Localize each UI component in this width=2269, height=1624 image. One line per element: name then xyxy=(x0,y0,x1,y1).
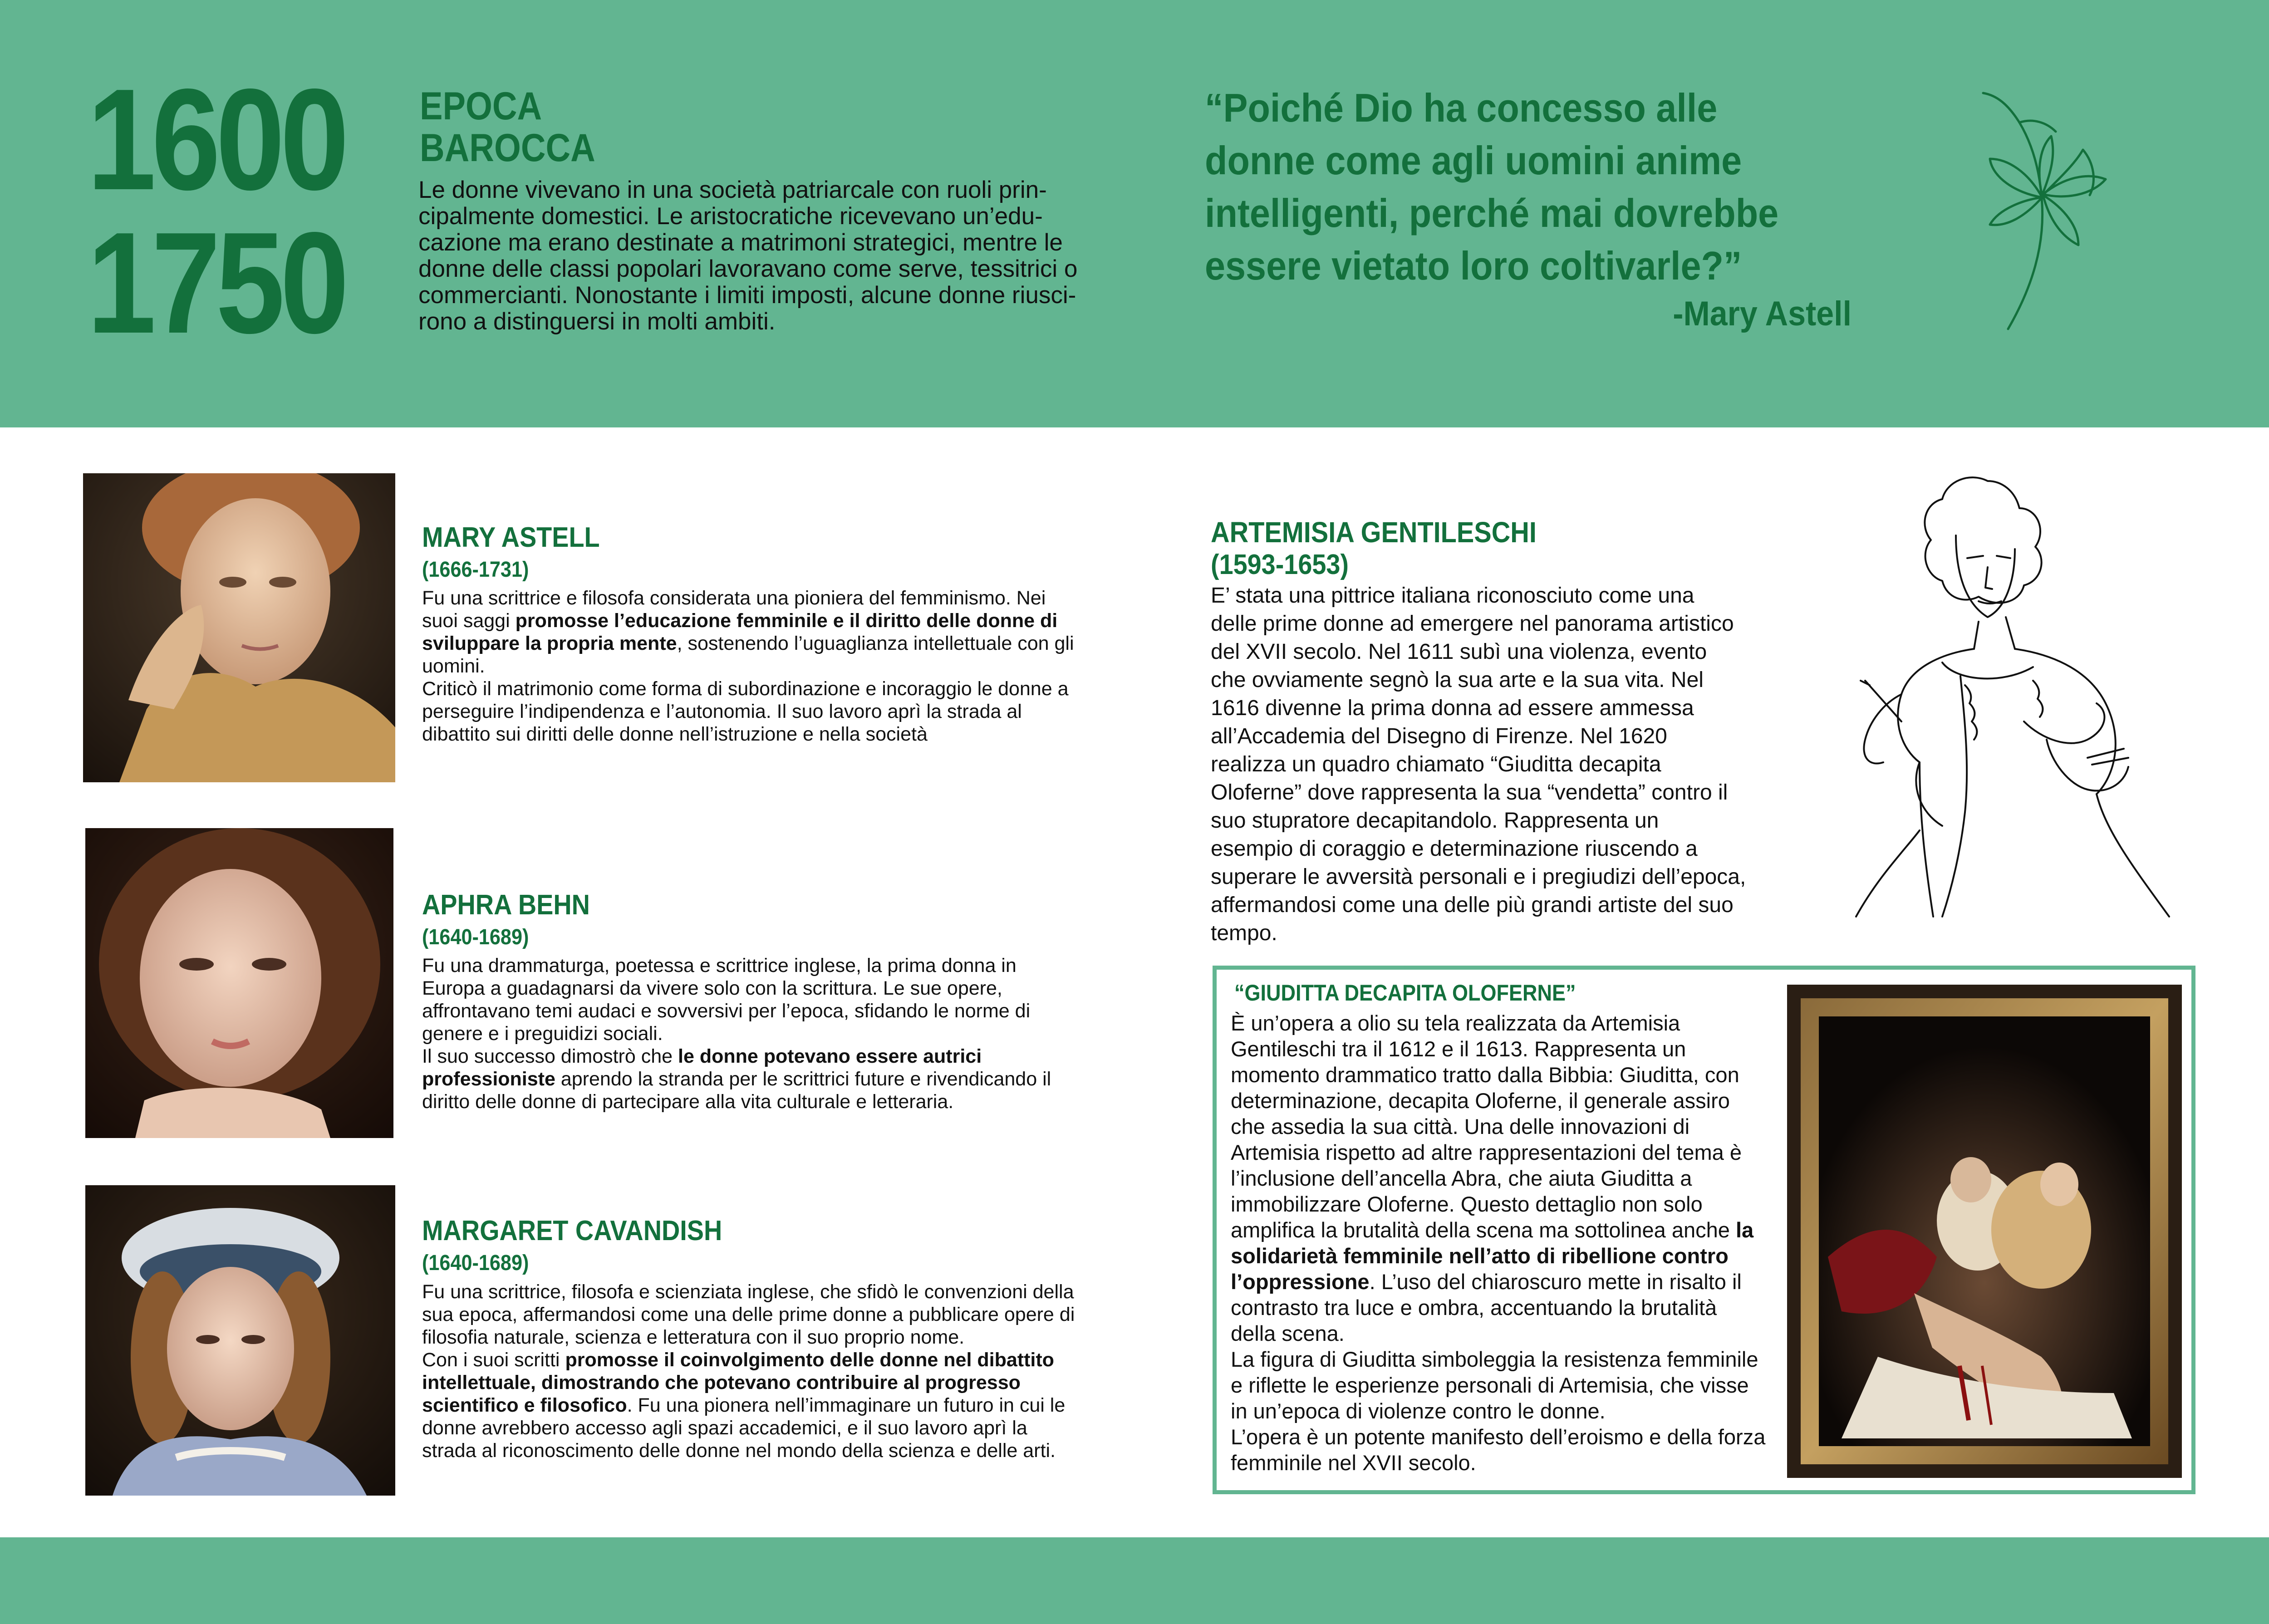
artwork-description: È un’opera a olio su tela realizzata da Artemisia Gentileschi tra il 1612 e il 1613. Rappresenta un momento drammatico tratto dalla Bibbia: Giuditta, con determinazione, decapita Oloferne, il generale assiro che assedia la sua città. Una delle innovazioni di Artemisia rispetto ad altre rappresentazioni del tema è l’inclusione dell’ancella Abra, che aiuta Giuditta a immobilizzare Oloferne. Questo dettaglio non solo amplifica la brutalità della scena ma sottolinea anche la solidarietà femminile nell’atto di ribellione contro l’oppressione. L’uso del chiaroscuro mette in risalto il contrasto tra luce e ombra, accentuando la brutalità della scena. La figura di Giuditta simboleggia la resistenza femminile e riflette le esperienze personali di Artemisia, che visse in un’epoca di violenze contro le donne. L’opera è un potente manifesto dell’eroismo e della forza femminile nel XVII secolo. xyxy=(1231,1011,1766,1475)
year-start: 1600 xyxy=(87,59,345,220)
footer-band xyxy=(0,1537,2269,1624)
bio-name: MARY ASTELL xyxy=(422,522,600,553)
bio-text: Fu una drammaturga, poetessa e scrittrice inglese, la prima donna in Europa a guadagnarsi da vivere solo con la scrittura. Le sue opere, affrontavano temi audaci e sovversivi per l’epoca, sfidando le norme di genere e i preguidizi sociali. Il suo successo dimostrò che le donne potevano essere autrici professioniste aprendo la stranda per le scrittrici future e rivendicando il diritto delle donne di partecipare alla vita culturale e letteraria. xyxy=(422,955,1051,1113)
portrait-aphra-behn xyxy=(85,828,393,1138)
artwork-title: “GIUDITTA DECAPITA OLOFERNE” xyxy=(1234,980,1576,1006)
painting-giuditta xyxy=(1787,985,2182,1478)
epoch-description: Le donne vivevano in una società patriarcale con ruoli prin-cipalmente domestici. Le aristocratiche ricevevano un’edu-cazione ma erano destinate a matrimoni strategici, mentre le donne delle classi popolari lavoravano come serve, tessitrici o commercianti. Nonostante i limiti imposti, alcune donne riusci-rono a distinguersi in molti ambiti. xyxy=(418,177,1078,335)
bio-name: MARGARET CAVANDISH xyxy=(422,1215,722,1246)
year-range xyxy=(87,59,360,363)
quote-text: “Poiché Dio ha concesso alle donne come agli uomini anime intelligenti, perché mai dovrebbe essere vietato loro coltivarle?” xyxy=(1205,85,1779,288)
bio-dates: (1640-1689) xyxy=(422,1251,529,1275)
flower-icon xyxy=(1965,82,2119,336)
artemisia-dates: (1593-1653) xyxy=(1211,549,1349,580)
bio-name: APHRA BEHN xyxy=(422,889,590,921)
epoch-title: EPOCA BAROCCA xyxy=(420,84,595,170)
artemisia-text: E’ stata una pittrice italiana riconosciuto come una delle prime donne ad emergere nel panorama artistico del XVII secolo. Nel 1611 subì una violenza, evento che ovviamente segnò la sua arte e la sua vita. Nel 1616 divenne la prima donna ad essere ammessa all’Accademia del Disegno di Firenze. Nel 1620 realizza un quadro chiamato “Giuditta decapita Oloferne” dove rappresenta la sua “vendetta” contro il suo stupratore decapitandolo. Rappresenta un esempio di coraggio e determinazione riuscendo a superare le avversità personali e i pregiudizi dell’epoca, affermandosi come una delle più grandi artiste del suo tempo. xyxy=(1211,584,1746,945)
portrait-margaret-cavandish xyxy=(85,1185,395,1496)
bio-text: Fu una scrittrice e filosofa considerata una pioniera del femminismo. Nei suoi saggi promosse l’educazione femminile e il diritto delle donne di sviluppare la propria mente, sostenendo l’uguaglianza intellettuale con gli uomini. Criticò il matrimonio come forma di subordinazione e incoraggio le donne a perseguire l’indipendenza e l’autonomia. Il suo lavoro aprì la strada al dibattito sui diritti delle donne nell’istruzione e nella società xyxy=(422,587,1074,745)
bio-dates: (1666-1731) xyxy=(422,558,529,582)
portrait-mary-astell xyxy=(83,473,395,782)
bio-dates: (1640-1689) xyxy=(422,925,529,949)
artemisia-sketch xyxy=(1852,467,2196,921)
artemisia-name: ARTEMISIA GENTILESCHI xyxy=(1211,516,1537,549)
year-end: 1750 xyxy=(87,202,345,363)
quote-author: -Mary Astell xyxy=(1673,294,1852,333)
bio-text: Fu una scrittrice, filosofa e scienziata inglese, che sfidò le convenzioni della sua epoca, affermandosi come una delle prime donne a pubblicare opere di filosofia naturale, scienza e letteratura con il suo proprio nome. Con i suoi scritti promosse il coinvolgimento delle donne nel dibattito intellettuale, dimostrando che potevano contribuire al progresso scientifico e filosofico. Fu una pionera nell’immaginare un futuro in cui le donne avrebbero accesso agli spazi accademici, e il suo lavoro aprì la strada al riconoscimento delle donne nel mondo della scienza e delle arti. xyxy=(422,1281,1075,1462)
